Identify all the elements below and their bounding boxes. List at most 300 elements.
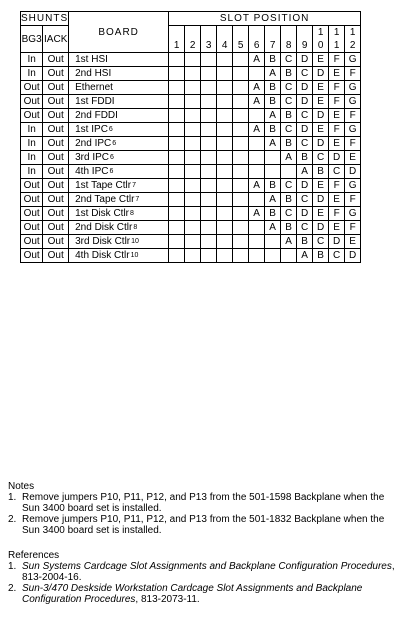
slot-number-digit: 8 (285, 40, 292, 51)
slot-number-digit: 5 (237, 40, 244, 51)
slot-cell (201, 123, 217, 137)
slot-cell (185, 123, 201, 137)
bg3-cell: In (21, 67, 43, 81)
slot-cell: E (329, 193, 345, 207)
board-name: 2nd IPC (75, 138, 112, 149)
slot-number-header (185, 26, 201, 53)
table-row (21, 95, 361, 109)
slot-number-digit: 3 (205, 40, 212, 51)
slot-cell (169, 81, 185, 95)
slot-cell (185, 235, 201, 249)
slot-cell: A (249, 95, 265, 109)
slot-cell: D (297, 95, 313, 109)
slot-cell: D (313, 67, 329, 81)
iack-cell: Out (43, 193, 69, 207)
board-name: 4th Disk Ctlr (75, 250, 130, 261)
slot-cell: C (297, 221, 313, 235)
slot-cell: F (345, 221, 361, 235)
bg3-cell: Out (21, 109, 43, 123)
board-name: 3rd IPC (75, 152, 110, 163)
slot-cell: D (297, 207, 313, 221)
footnote-ref: 7 (135, 196, 140, 203)
slot-cell (249, 165, 265, 179)
slot-cell: F (329, 95, 345, 109)
slot-cell: C (329, 165, 345, 179)
slot-cell: C (313, 151, 329, 165)
slot-number-header (329, 26, 345, 53)
slot-cell: G (345, 123, 361, 137)
slot-cell: E (345, 235, 361, 249)
table-row (21, 151, 361, 165)
slot-cell (185, 81, 201, 95)
board-name: 1st Disk Ctlr (75, 208, 130, 219)
reference-number: 2. (8, 583, 17, 594)
slot-cell (169, 67, 185, 81)
slot-cell: C (281, 95, 297, 109)
slot-cell: E (313, 207, 329, 221)
slot-cell: C (297, 67, 313, 81)
slot-cell (217, 81, 233, 95)
slot-cell (217, 53, 233, 67)
iack-cell: Out (43, 123, 69, 137)
slot-cell (217, 151, 233, 165)
slot-cell (201, 95, 217, 109)
slot-cell: D (297, 123, 313, 137)
bg3-cell: Out (21, 193, 43, 207)
iack-cell: Out (43, 53, 69, 67)
slot-cell (217, 165, 233, 179)
board-cell (69, 95, 169, 109)
slot-number-digit: 1 (333, 40, 340, 51)
slot-cell (201, 193, 217, 207)
slot-cell: B (265, 207, 281, 221)
slot-number-digit: 1 (349, 27, 356, 38)
slot-number-stack (281, 39, 296, 52)
slot-cell (233, 179, 249, 193)
slot-cell: F (345, 193, 361, 207)
slot-cell (217, 249, 233, 263)
footnote-ref: 6 (109, 168, 114, 175)
slot-cell (233, 67, 249, 81)
slot-cell (249, 137, 265, 151)
slot-cell (169, 95, 185, 109)
board-cell (69, 109, 169, 123)
slot-cell (233, 165, 249, 179)
slot-cell: D (345, 165, 361, 179)
slot-cell: E (329, 137, 345, 151)
bg3-cell: Out (21, 249, 43, 263)
bg3-cell: Out (21, 81, 43, 95)
slot-cell (169, 165, 185, 179)
slot-assignment-table (20, 11, 361, 263)
slot-cell: D (297, 179, 313, 193)
table-row (21, 221, 361, 235)
slot-cell (233, 235, 249, 249)
board-name: 1st FDDI (75, 96, 115, 107)
slot-cell: C (329, 249, 345, 263)
slot-number-stack (329, 26, 344, 52)
slot-cell: E (329, 109, 345, 123)
slot-cell (217, 193, 233, 207)
shunt-col-header: BG3 (21, 26, 43, 53)
iack-cell: Out (43, 179, 69, 193)
note-number: 1. (8, 492, 17, 503)
slot-number-header (233, 26, 249, 53)
board-cell (69, 137, 169, 151)
slot-cell (249, 221, 265, 235)
slot-cell: G (345, 53, 361, 67)
slot-cell (233, 249, 249, 263)
slot-number-header (217, 26, 233, 53)
board-cell (69, 179, 169, 193)
slot-cell: A (249, 81, 265, 95)
iack-cell: Out (43, 151, 69, 165)
slot-cell: B (265, 95, 281, 109)
notes-heading: Notes (8, 481, 35, 492)
slot-cell: E (345, 151, 361, 165)
notes-list (8, 492, 403, 536)
slot-cell (201, 53, 217, 67)
board-cell (69, 249, 169, 263)
slot-cell (217, 67, 233, 81)
slot-cell (233, 221, 249, 235)
reference-text (22, 583, 403, 605)
slot-cell: C (281, 53, 297, 67)
table-row (21, 81, 361, 95)
slot-cell (185, 95, 201, 109)
iack-cell: Out (43, 235, 69, 249)
slot-cell (169, 137, 185, 151)
slot-cell (185, 109, 201, 123)
slot-number-header (265, 26, 281, 53)
slot-cell: B (265, 81, 281, 95)
slot-number-digit: 1 (333, 27, 340, 38)
board-name: 2nd Tape Ctlr (75, 194, 135, 205)
slot-number-stack (185, 39, 200, 52)
slot-number-header (249, 26, 265, 53)
references-heading: References (8, 550, 60, 561)
slot-cell (249, 193, 265, 207)
slot-cell (265, 235, 281, 249)
table-row (21, 165, 361, 179)
iack-cell: Out (43, 95, 69, 109)
slot-cell (169, 179, 185, 193)
slot-cell: A (249, 207, 265, 221)
slot-cell: A (297, 249, 313, 263)
slot-cell (217, 235, 233, 249)
slot-cell (201, 109, 217, 123)
slot-cell (265, 165, 281, 179)
slot-cell (217, 137, 233, 151)
board-name: 1st Tape Ctlr (75, 180, 132, 191)
reference-title: Sun-3/470 Deskside Workstation Cardcage Slot Assignments and Backplane Configuration Procedures (22, 583, 363, 605)
slot-cell (201, 235, 217, 249)
slot-cell: D (329, 235, 345, 249)
slot-cell (185, 207, 201, 221)
slot-cell (233, 151, 249, 165)
slot-cell: C (281, 123, 297, 137)
table-row (21, 179, 361, 193)
slot-cell: E (313, 123, 329, 137)
board-name: 1st HSI (75, 54, 108, 65)
slot-cell: G (345, 81, 361, 95)
slot-cell: F (345, 67, 361, 81)
slot-cell (169, 109, 185, 123)
slot-number-digit: 4 (221, 40, 228, 51)
shunts-header: SHUNTS (21, 13, 69, 24)
table-row (21, 53, 361, 67)
slot-cell (185, 249, 201, 263)
slot-cell (169, 221, 185, 235)
slot-number-header (201, 26, 217, 53)
slot-cell: D (345, 249, 361, 263)
slot-cell: A (249, 123, 265, 137)
bg3-cell: Out (21, 179, 43, 193)
board-name: 2nd Disk Ctlr (75, 222, 133, 233)
slot-cell (233, 53, 249, 67)
slot-cell: B (297, 235, 313, 249)
note-number: 2. (8, 514, 17, 525)
slot-cell (201, 221, 217, 235)
slot-cell (169, 193, 185, 207)
slot-cell (233, 81, 249, 95)
slot-cell (217, 221, 233, 235)
slot-cell: F (329, 123, 345, 137)
slot-number-stack (345, 26, 360, 52)
table-row (21, 123, 361, 137)
slot-number-stack (233, 39, 248, 52)
slot-cell: B (281, 67, 297, 81)
bg3-cell: In (21, 151, 43, 165)
slot-cell (217, 179, 233, 193)
iack-cell: Out (43, 109, 69, 123)
reference-text (22, 561, 403, 583)
footnote-ref: 6 (110, 154, 114, 161)
slot-cell (217, 109, 233, 123)
slot-cell: A (297, 165, 313, 179)
slot-number-header (169, 26, 185, 53)
iack-cell: Out (43, 249, 69, 263)
footnote-ref: 6 (108, 126, 113, 133)
slot-cell: F (345, 109, 361, 123)
board-cell (69, 151, 169, 165)
slot-cell: E (329, 67, 345, 81)
slot-number-stack (249, 39, 264, 52)
slot-cell (201, 179, 217, 193)
slot-cell (233, 207, 249, 221)
slot-number-digit: 1 (317, 27, 324, 38)
slot-cell: E (329, 221, 345, 235)
slot-cell (217, 95, 233, 109)
slot-cell (233, 193, 249, 207)
slot-number-digit: 2 (189, 40, 196, 51)
slot-number-digit: 6 (253, 40, 260, 51)
slot-number-stack (313, 26, 328, 52)
slot-cell: D (313, 109, 329, 123)
slot-cell: B (281, 109, 297, 123)
slot-cell: B (281, 193, 297, 207)
iack-cell: Out (43, 207, 69, 221)
slot-cell: B (281, 221, 297, 235)
slot-cell: D (313, 221, 329, 235)
slot-cell (169, 249, 185, 263)
slot-cell: B (313, 165, 329, 179)
slot-cell: G (345, 95, 361, 109)
slot-cell: A (281, 235, 297, 249)
table-row (21, 193, 361, 207)
slot-cell (169, 53, 185, 67)
slot-cell: C (281, 81, 297, 95)
footnote-ref: 6 (112, 140, 117, 147)
slot-cell: C (297, 193, 313, 207)
slot-cell: E (313, 53, 329, 67)
note-item (8, 514, 403, 536)
slot-cell (265, 249, 281, 263)
references-section (8, 550, 403, 605)
board-cell (69, 67, 169, 81)
reference-number: 1. (8, 561, 17, 572)
slot-cell (249, 151, 265, 165)
slot-cell: B (281, 137, 297, 151)
slot-cell (185, 53, 201, 67)
slot-cell: C (281, 179, 297, 193)
slot-cell: A (265, 221, 281, 235)
slot-cell (185, 179, 201, 193)
slot-cell: A (265, 137, 281, 151)
slot-cell: F (329, 179, 345, 193)
note-text: Remove jumpers P10, P11, P12, and P13 from the 501-1832 Backplane when the Sun 3400 board set is installed. (22, 514, 385, 536)
slot-cell: D (297, 53, 313, 67)
reference-item (8, 583, 403, 605)
slot-cell (233, 95, 249, 109)
slot-cell (185, 151, 201, 165)
slot-number-header (313, 26, 329, 53)
slot-cell (249, 109, 265, 123)
board-cell (69, 53, 169, 67)
slot-cell (281, 249, 297, 263)
slot-cell (169, 151, 185, 165)
board-cell (69, 235, 169, 249)
slot-cell (201, 81, 217, 95)
slot-cell: F (329, 81, 345, 95)
slot-cell (201, 165, 217, 179)
slot-cell: B (313, 249, 329, 263)
iack-cell: Out (43, 67, 69, 81)
reference-item (8, 561, 403, 583)
slot-number-digit: 0 (317, 40, 324, 51)
slot-cell: A (281, 151, 297, 165)
footnote-ref: 7 (132, 182, 136, 189)
board-cell (69, 221, 169, 235)
table-row (21, 67, 361, 81)
slot-cell: B (265, 123, 281, 137)
slot-cell (185, 193, 201, 207)
bg3-cell: In (21, 165, 43, 179)
slot-cell: B (265, 179, 281, 193)
slot-cell: B (265, 53, 281, 67)
slot-cell: E (313, 81, 329, 95)
reference-tail: , 813-2073-11. (135, 594, 200, 605)
slot-position-header: SLOT POSITION (169, 12, 361, 26)
slot-cell: D (313, 193, 329, 207)
slot-cell (201, 207, 217, 221)
slot-cell (249, 235, 265, 249)
board-name: 2nd FDDI (75, 110, 118, 121)
slot-cell (233, 109, 249, 123)
table-row (21, 207, 361, 221)
bg3-cell: Out (21, 207, 43, 221)
board-cell (69, 165, 169, 179)
board-name: 2nd HSI (75, 68, 112, 79)
slot-cell (185, 137, 201, 151)
reference-title: Sun Systems Cardcage Slot Assignments and Backplane Configuration Procedures (22, 561, 392, 572)
footnote-ref: 10 (130, 252, 139, 259)
slot-cell (169, 235, 185, 249)
table-row (21, 109, 361, 123)
board-name: Ethernet (75, 82, 113, 93)
slot-cell (281, 165, 297, 179)
slot-cell (201, 67, 217, 81)
slot-cell: C (313, 235, 329, 249)
slot-cell: C (297, 109, 313, 123)
slot-cell: G (345, 179, 361, 193)
board-cell (69, 81, 169, 95)
board-cell (69, 123, 169, 137)
slot-cell (233, 137, 249, 151)
slot-cell: F (329, 53, 345, 67)
board-name: 4th IPC (75, 166, 109, 177)
slot-cell (249, 67, 265, 81)
slot-cell (169, 123, 185, 137)
notes-section (8, 481, 403, 536)
iack-cell: Out (43, 137, 69, 151)
slot-cell: F (345, 137, 361, 151)
slot-cell: F (329, 207, 345, 221)
table-row (21, 249, 361, 263)
slot-cell (185, 67, 201, 81)
slot-cell: C (297, 137, 313, 151)
slot-cell (185, 165, 201, 179)
slot-number-stack (201, 39, 216, 52)
note-item (8, 492, 403, 514)
slot-number-header (345, 26, 361, 53)
slot-cell: C (281, 207, 297, 221)
slot-cell (217, 123, 233, 137)
bg3-cell: Out (21, 95, 43, 109)
references-list (8, 561, 403, 605)
bg3-cell: Out (21, 235, 43, 249)
slot-cell: E (313, 95, 329, 109)
bg3-cell: In (21, 137, 43, 151)
slot-number-digit: 9 (301, 40, 308, 51)
footnote-ref: 8 (130, 210, 134, 217)
slot-cell (249, 249, 265, 263)
slot-cell (233, 123, 249, 137)
bg3-cell: In (21, 123, 43, 137)
slot-cell: A (265, 67, 281, 81)
slot-cell (265, 151, 281, 165)
slot-cell: G (345, 207, 361, 221)
slot-cell (201, 249, 217, 263)
slot-cell: D (297, 81, 313, 95)
footnote-ref: 8 (133, 224, 138, 231)
slot-number-digit: 2 (349, 40, 356, 51)
slot-cell: A (249, 53, 265, 67)
slot-number-stack (169, 39, 184, 52)
slot-number-digit: 1 (173, 40, 180, 51)
iack-cell: Out (43, 221, 69, 235)
slot-cell (169, 207, 185, 221)
